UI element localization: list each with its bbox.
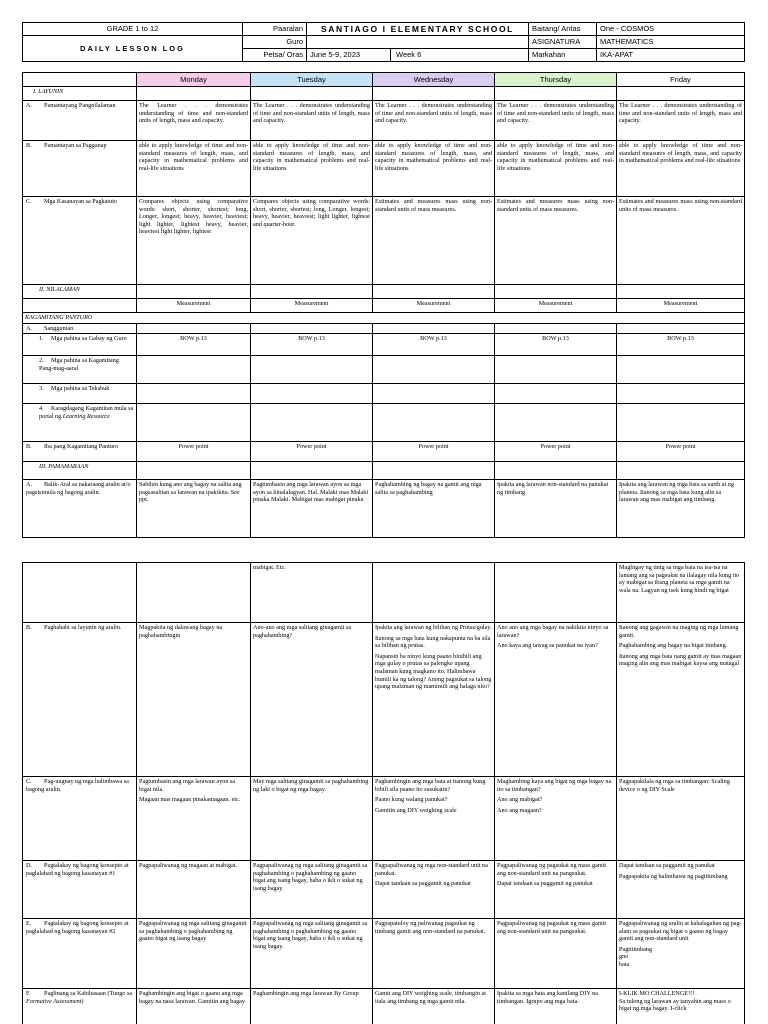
- cell-wednesday: able to apply knowledge of time and non-standard measures of length, mass, and capacity in mathematical problems and real-life situations: [373, 141, 495, 197]
- empty-cell: [495, 404, 617, 442]
- cell-thursday: The Learner . . . demonstrates understanding of time and non-standard units of length, mass and capacity.: [495, 101, 617, 141]
- cell-thursday: Estimates and measures mass using non-standard units of mass measures.: [495, 197, 617, 285]
- cell-monday: Measurement: [137, 299, 251, 313]
- cell-line: bata: [619, 960, 630, 968]
- row-pagtalakay-1: [23, 861, 745, 919]
- lesson-table: [22, 72, 745, 538]
- grade-range: GRADE 1 to 12: [23, 23, 243, 36]
- row-title-italic: Formative Assessment: [26, 997, 82, 1005]
- empty-cell: [137, 404, 251, 442]
- empty-cell: [251, 404, 373, 442]
- row-kagamitang-pang-mag-aaral: [23, 356, 745, 384]
- cell-wednesday: [373, 861, 495, 919]
- cell-friday: [617, 861, 745, 919]
- row-nilalaman: [23, 299, 745, 313]
- row-title: Pagtalakay ng bagong konsepto at paglalahad ng bagong kasanayan #1: [26, 862, 129, 877]
- day-header-monday: Monday: [137, 73, 251, 87]
- row-key: A.: [26, 102, 33, 109]
- cell-line: Pagtitimbang: [619, 945, 652, 953]
- cell-monday: [137, 861, 251, 919]
- row-paghahabi: [23, 623, 745, 777]
- row-key: B.: [26, 142, 32, 149]
- empty-cell: [495, 285, 617, 299]
- row-label: [23, 141, 137, 197]
- lesson-log-page-2: [22, 562, 744, 1024]
- cell-wednesday: Estimates and measures mass using non-standard units of mass measures.: [373, 197, 495, 285]
- week-value: Week 6: [396, 50, 422, 59]
- empty-cell: [617, 356, 745, 384]
- cell-line: Pagpapaliwanag ng mga salitang ginagamit sa paghahambing o paghahambing ng gaano bigat ang isang bagay, haba o ikli o sukat ng isang bagay.: [253, 862, 368, 892]
- cell-monday: Sabihin kung ano ang bagay na salita ang pagsasalitan sa larawan na ipakikita. See ppt.: [137, 480, 251, 538]
- petsa-value: June 5-9, 2023: [307, 49, 391, 61]
- empty-cell: [251, 323, 373, 334]
- empty-cell: [137, 384, 251, 404]
- row-pagtalakay-2: [23, 919, 745, 989]
- cell-wednesday: Power point: [373, 442, 495, 462]
- row-title: Iba pang Kagamitang Panturo: [44, 443, 119, 451]
- cell-monday: Compares objects using comparative words: short, shorter, shortest; long, Longer, longest; heavy, heavier, heaviest; light lighter, lightest heavy, heavier, heaviest light lighter, lightest: [137, 197, 251, 285]
- empty-cell: [617, 462, 745, 480]
- row-key: A.: [26, 324, 33, 332]
- cell-friday: BOW p.13: [617, 334, 745, 356]
- empty-cell: [251, 384, 373, 404]
- empty-cell: [373, 285, 495, 299]
- row-title: Mga pahina sa Gabay ng Guro: [51, 335, 127, 343]
- cell-line: Pagpapaliwanag ng pagsukat ng mass gamit ang non-standard unit na pangsukat.: [497, 920, 607, 935]
- row-title: Sanggunian: [44, 324, 74, 332]
- empty-cell: [495, 323, 617, 334]
- row-label: [23, 480, 137, 538]
- cell-friday: Ipakita ang larawan ng mga bata sa earth at ng planeta. Itanong sa mga bata kung alin sa larawan ang mas mabigat ang timbang.: [617, 480, 745, 538]
- cell-line: Gamitin ang DIY weighing scale: [375, 806, 457, 814]
- lesson-table-continued: [22, 562, 745, 1024]
- cell-line: Itanong ang mga bata nang gamit ay mas magaan maging alin ang mas mabigat kaysa ang matagal: [619, 652, 742, 668]
- row-title: Mga Kasanayan sa Pagkatuto: [44, 198, 118, 205]
- empty-cell: [373, 87, 495, 101]
- row-pamamaraan-head: [23, 462, 745, 480]
- cell-wednesday: The Learner . . . demonstrates understanding of time and non-standard units of length, mass and capacity.: [373, 101, 495, 141]
- section-kagamitan: KAGAMITANG PANTURO: [23, 313, 745, 324]
- baitang-label: Baitang/ Antas: [529, 23, 597, 36]
- empty-cell: [617, 87, 745, 101]
- row-key: 1.: [39, 335, 44, 343]
- cell-wednesday: [373, 623, 495, 777]
- row-balik-aral: [23, 480, 745, 538]
- row-key: D.: [26, 862, 33, 869]
- asignatura-label: ASIGNATURA: [529, 36, 597, 49]
- row-title-italic: Learning Resource: [62, 412, 110, 420]
- cell-tuesday: BOW p.13: [251, 334, 373, 356]
- cell-friday: [617, 919, 745, 989]
- row-label: [23, 384, 137, 404]
- row-title: Pamantayang Pangnilalaman: [44, 102, 116, 109]
- row-karagdagang-kagamitan: [23, 404, 745, 442]
- cell-line: I-KLIK MO CHALLENGE!!!: [619, 990, 695, 997]
- cell-thursday: [495, 919, 617, 989]
- cell-monday: [137, 989, 251, 1024]
- row-pamantayan-sa-pagganap: [23, 141, 745, 197]
- cell-thursday: Measurement: [495, 299, 617, 313]
- cell-line: Pagpapaliwanag ng mga salitang ginagamit sa paghahambing o paghahambing ng gaano bigat ang isang bagay, haba o ikli o sukat ng isang bagay.: [253, 920, 368, 950]
- empty-cell: [373, 323, 495, 334]
- guro-value: [307, 36, 529, 49]
- cell-line: Itanong sa mga bata kung nakapunta na ba sila sa bilihan ng prutas.: [375, 634, 491, 650]
- cell-monday: [137, 919, 251, 989]
- cell-tuesday: [251, 919, 373, 989]
- cell-line: Pagtumbasin ang mga larawan ayon sa bigat nila.: [139, 778, 236, 793]
- empty-cell: [251, 462, 373, 480]
- cell-monday: BOW p.13: [137, 334, 251, 356]
- cell-line: Dapat tandaan sa paggamit ng panukat: [619, 862, 715, 869]
- empty-cell: [617, 384, 745, 404]
- row-gabay-ng-guro: [23, 334, 745, 356]
- row-label: [23, 861, 137, 919]
- row-teksbuk: [23, 384, 745, 404]
- section-nilalaman: II. NILALAMAN: [23, 285, 137, 299]
- row-continuation: [23, 563, 745, 623]
- cell-line: May mga salitang ginagamit sa paghahambing ng laki o bigat ng mga bagay.: [253, 778, 369, 793]
- cell-tuesday: Pagtumbasin ang mga larawan ayon sa mga ayon sa kinalalagyan. Hal. Malaki mas Malaki pinaka Malaki. Mabigat mas mabigat pinaka: [251, 480, 373, 538]
- petsa-week-cell: [307, 49, 529, 62]
- cell-tuesday: The Learner . . . demonstrates understanding of time and non-standard units of length, mass and capacity.: [251, 101, 373, 141]
- cell-friday: The Learner . . . demonstrates understanding of time and non-standard units of length, mass and capacity.: [617, 101, 745, 141]
- cell-tuesday: Measurement: [251, 299, 373, 313]
- cell-tuesday: [251, 777, 373, 861]
- row-title: Paglinang sa Kabihasaan (Tungo sa: [44, 990, 133, 997]
- row-key: E.: [26, 920, 32, 927]
- row-label: [23, 197, 137, 285]
- cell-tuesday: [251, 861, 373, 919]
- cell-line: Magpakita ng dalawang bagay na paghahambingin: [139, 624, 223, 639]
- markahan-value: IKA-APAT: [597, 49, 745, 62]
- empty-cell: [617, 404, 745, 442]
- row-title: Balik-Aral sa nakaraang aralin at/o pagsisimula ng bagong aralin.: [26, 481, 131, 496]
- cell-tuesday: able to apply knowledge of time and non-standard measures of length, mass, and capacity in mathematical problems and real-life situations: [251, 141, 373, 197]
- row-paglinang: [23, 989, 745, 1024]
- row-key: C.: [26, 778, 32, 785]
- empty-cell: [137, 356, 251, 384]
- cell-wednesday: [373, 919, 495, 989]
- empty-cell: [495, 87, 617, 101]
- paaralan-label: Paaralan: [243, 23, 307, 36]
- row-title: Pagtalakay ng bagong konsepto at paglalahad ng bagong kasanayan #2: [26, 920, 129, 935]
- empty-cell: [137, 462, 251, 480]
- cell-thursday: BOW p.13: [495, 334, 617, 356]
- cell-line: Gamit ang DIY weighing scale, timbangin at itala ang timbang ng mga gamit nila.: [375, 990, 486, 1005]
- cell-line: Magaan mas magaan pinakamagaan. etc.: [139, 796, 241, 804]
- cell-friday: able to apply knowledge of time and non-standard measures of length, mass, and capacity in mathematical problems and real-life situations: [617, 141, 745, 197]
- cell-monday: The Learner . . . demonstrates understanding of time and non-standard units of length, mass and capacity.: [137, 101, 251, 141]
- school-name: SANTIAGO I ELEMENTARY SCHOOL: [307, 23, 529, 36]
- cell-line: Itanong ang gagawin na maging ng mga lumang gamit.: [619, 624, 739, 639]
- cell-thursday: [495, 861, 617, 919]
- cell-line: Dapat tandaan sa paggamit ng panukat: [375, 880, 471, 888]
- cell-tuesday: mabigat. Etc.: [251, 563, 373, 623]
- cell-tuesday: Power point: [251, 442, 373, 462]
- cell-tuesday: [251, 623, 373, 777]
- row-title: Pamantayan sa Pagganap: [44, 142, 107, 149]
- day-header-blank: [23, 73, 137, 87]
- empty-cell: [137, 323, 251, 334]
- cell-monday: [137, 777, 251, 861]
- day-header-wednesday: Wednesday: [373, 73, 495, 87]
- empty-cell: [495, 356, 617, 384]
- cell-thursday: [495, 989, 617, 1024]
- empty-cell: [251, 356, 373, 384]
- cell-line: Paghahambing ang bagay na bigat timbang.: [619, 642, 728, 650]
- day-header-tuesday: Tuesday: [251, 73, 373, 87]
- cell-line: gno: [619, 953, 629, 961]
- empty-cell: [251, 285, 373, 299]
- row-title: Pag-uugnay ng mga halimbawa sa bagong aralin.: [26, 778, 129, 793]
- cell-thursday: [495, 777, 617, 861]
- cell-line: Pagpapatuloy ng paliwanag pagsukat ng timbang gamit ang non-standard na panukat.: [375, 920, 486, 935]
- cell-line: Ano ano ang mga bagay na nakikita ninyo sa larawan?: [497, 624, 609, 639]
- section-layunin: I. LAYUNIN: [23, 87, 137, 101]
- row-key: 2.: [39, 357, 44, 365]
- section-pamamaraan: III. PAMAMARAAN: [23, 462, 137, 480]
- row-kagamitan: [23, 313, 745, 324]
- row-label: [23, 919, 137, 989]
- cell-line: Maghambing kaya ang bigat ng mga bagay na ito sa timbangan?: [497, 778, 612, 793]
- cell-friday: Estimates and measures mass using non-standard units of mass measures.: [617, 197, 745, 285]
- cell-line: Ano-ano ang mga salitang ginagamit sa paghahambing?: [253, 624, 352, 639]
- cell-line: Pagpapaliwanag ng magaan at mabigat.: [139, 862, 238, 869]
- empty-cell: [617, 323, 745, 334]
- cell-monday: [137, 623, 251, 777]
- empty-cell: [495, 462, 617, 480]
- row-iba-pang-kagamitan: [23, 442, 745, 462]
- cell-line: Dapat tandaan sa paggamit ng panukat: [497, 880, 593, 888]
- cell-wednesday: [373, 989, 495, 1024]
- empty-cell: [23, 299, 137, 313]
- empty-cell: [137, 285, 251, 299]
- row-label: [23, 442, 137, 462]
- empty-cell: [373, 462, 495, 480]
- cell-friday: Power point: [617, 442, 745, 462]
- row-label: [23, 989, 137, 1024]
- baitang-value: One - COSMOS: [597, 23, 745, 36]
- cell-line: Pagpapakilala ng mga sa timbangan: Scaling device o ng DIY Scale: [619, 778, 730, 793]
- row-mga-kasanayan: [23, 197, 745, 285]
- cell-line: Pagpapakita ng halimbawa ng pagtitimbang: [619, 872, 728, 880]
- empty-cell: [137, 87, 251, 101]
- row-title: Paghahabi sa layunin ng aralin.: [44, 624, 122, 631]
- row-label: [23, 777, 137, 861]
- cell-wednesday: BOW p.13: [373, 334, 495, 356]
- row-title: Mga pahina sa Teksbuk: [51, 385, 110, 393]
- cell-friday: Magbigay ng tinig sa mga bata na isa-isa na lamang ang sa pagsukat na ilalagay nila kung ito ay mabigat sa ibang planeta sa mga gamit na wala na. Lagyan ng tsek kung hindi ng bigat: [617, 563, 745, 623]
- lesson-log-page-1: [22, 22, 744, 540]
- cell-wednesday: Measurement: [373, 299, 495, 313]
- cell-line: Paano kung walang panukat?: [375, 796, 448, 804]
- row-key: A.: [26, 481, 33, 489]
- row-key: F.: [26, 990, 31, 997]
- cell-monday: Power point: [137, 442, 251, 462]
- cell-thursday: [495, 563, 617, 623]
- cell-line: Ano ang magaan?: [497, 806, 542, 814]
- row-label: [23, 323, 137, 334]
- cell-monday: able to apply knowledge of time and non-standard measures of length, mass, and capacity in mathematical problems and real-life situations: [137, 141, 251, 197]
- empty-cell: [373, 356, 495, 384]
- empty-cell: [373, 404, 495, 442]
- cell-line: Ano kaya ang tawag sa panukat na iyan?: [497, 642, 598, 650]
- row-pamantayang-pangnilalaman: [23, 101, 745, 141]
- empty-cell: [617, 285, 745, 299]
- cell-friday: [617, 777, 745, 861]
- cell-tuesday: [251, 989, 373, 1024]
- row-key: 4.: [39, 405, 44, 413]
- row-sanggunian: [23, 323, 745, 334]
- cell-friday: [617, 623, 745, 777]
- day-header-friday: Friday: [617, 73, 745, 87]
- row-pag-uugnay: [23, 777, 745, 861]
- cell-thursday: able to apply knowledge of time and non-standard measures of length, mass, and capacity in mathematical problems and real-life situations: [495, 141, 617, 197]
- cell-wednesday: Paghahambing ng bagay na gamit ang mga salita sa paghahambing: [373, 480, 495, 538]
- cell-friday: [617, 989, 745, 1024]
- cell-line: Paghambingin ang mga larawan By Group: [253, 990, 359, 997]
- cell-line: Paghambingin ang bigat o gaano ang mga bagay na nasa larawan. Gamitin ang bagay: [139, 990, 246, 1005]
- cell-thursday: Ipakita ang larawan non-standard na panukat ng timbang: [495, 480, 617, 538]
- cell-line: Pagpapaliwanag ng mga salitang ginagamit sa paghahambing o paghahambing ng gaano bigat ng isang bagay: [139, 920, 247, 943]
- cell-line: Paghambingin ang mga bata at itanong kung bibili sila paano ito susukatin?: [375, 778, 486, 793]
- cell-tuesday: Compares objects using comparative words: short, shorter, shortest; long, Longer, longest; heavy, heavier, heaviest; light lighter, lightest and quarter-hour.: [251, 197, 373, 285]
- row-key: 3.: [39, 385, 44, 393]
- cell-line: Ipakita ang larawan ng bilihan ng Prutas/gulay.: [375, 624, 492, 631]
- empty-cell: [495, 384, 617, 404]
- header-table: [22, 22, 745, 62]
- cell-wednesday: [373, 563, 495, 623]
- cell-thursday: Power point: [495, 442, 617, 462]
- guro-label: Guro: [243, 36, 307, 49]
- empty-cell: [251, 87, 373, 101]
- row-key: B.: [26, 443, 32, 451]
- row-title: Mga pahina sa Kagamitang Pang-mag-aaral: [39, 357, 119, 372]
- row-label: [23, 623, 137, 777]
- log-title: DAILY LESSON LOG: [23, 36, 243, 62]
- empty-cell: [23, 563, 137, 623]
- row-label: [23, 334, 137, 356]
- cell-line: Napansin ba ninyo kung paano binibili ang mga gulay o prutas sa palengke upang malaman kung magkano ito. Halimbawa bumili ka ng talong? Anong pagsukat sa talong upang malaman ng mamimili ang halaga nito?: [375, 652, 492, 691]
- cell-thursday: [495, 623, 617, 777]
- empty-cell: [373, 384, 495, 404]
- row-label: [23, 356, 137, 384]
- cell-line: Pagpapaliwanag ng aralin at kahalagahan ng pag-alam sa pagsukat ng bigat o gaano ng bagay gamit ang non-standard unit: [619, 920, 742, 943]
- cell-line: Sa tulong ng larawan ay tanyahin ang mass o bigat ng mga bagay. I-click: [619, 997, 731, 1013]
- cell-line: Ano ang mabigat?: [497, 796, 543, 804]
- day-header-thursday: Thursday: [495, 73, 617, 87]
- row-title-end: ): [81, 997, 84, 1005]
- row-nilalaman-head: [23, 285, 745, 299]
- row-title: Karagdagang Kagamitan mula sa portal ng: [39, 405, 134, 420]
- markahan-label: Markahan: [529, 49, 597, 62]
- cell-line: Pagpapaliwanag ng mga non-standard unit na panukat.: [375, 862, 488, 877]
- cell-line: Ipakita sa mga bata ang kanilang DIY na timbangan. Igrupo ang mga bata.: [497, 990, 598, 1005]
- petsa-label: Petsa/ Oras: [243, 49, 307, 62]
- asignatura-value: MATHEMATICS: [597, 36, 745, 49]
- cell-friday: Measurement: [617, 299, 745, 313]
- row-key: B.: [26, 624, 32, 631]
- cell-wednesday: [373, 777, 495, 861]
- cell-monday: [137, 563, 251, 623]
- row-key: C.: [26, 198, 32, 205]
- row-label: [23, 404, 137, 442]
- row-label: [23, 101, 137, 141]
- cell-line: Pagpapaliwanag ng pagsukat ng mass gamit ang non-standard unit na pangsukat.: [497, 862, 607, 877]
